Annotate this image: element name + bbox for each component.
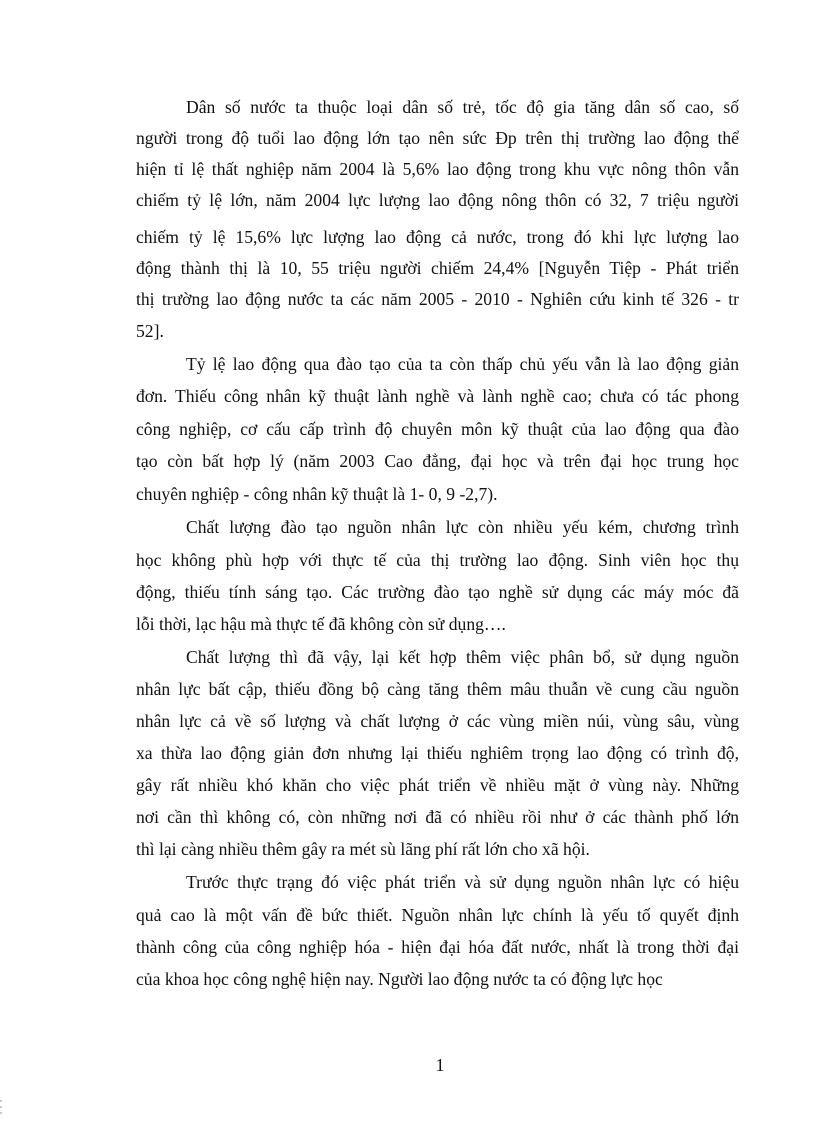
text-line: thì lại càng nhiều thêm gây ra mét sù lãng phí rất lớn cho xã hội.	[136, 839, 590, 859]
text-line: lỗi thời, lạc hậu mà thực tế đã không còn sử dụng….	[136, 614, 506, 634]
text-line: chiếm tỷ lệ lớn, năm 2004 lực lượng lao động nông thôn có 32, 7 triệu người	[136, 190, 739, 210]
text-line: Trước thực trạng đó việc phát triển và sử dụng nguồn nhân lực có hiệu	[186, 872, 739, 892]
text-line: học không phù hợp với thực tế của thị trường lao động. Sinh viên học thụ	[136, 550, 739, 570]
text-line: chuyên nghiệp - công nhân kỹ thuật là 1- 0, 9 -2,7).	[136, 484, 498, 504]
text-line: 52].	[136, 321, 164, 341]
text-line: Chất lượng thì đã vậy, lại kết hợp thêm việc phân bổ, sử dụng nguồn	[186, 647, 739, 667]
text-line: Dân số nước ta thuộc loại dân số trẻ, tốc độ gia tăng dân số cao, số	[186, 97, 739, 117]
page-edge-mark	[0, 1100, 2, 1102]
text-line: hiện tỉ lệ thất nghiệp năm 2004 là 5,6% lao động trong khu vực nông thôn vẫn	[136, 159, 739, 179]
text-line: thành công của công nghiệp hóa - hiện đại hóa đất nước, nhất là trong thời đại	[136, 937, 739, 957]
text-line: động, thiếu tính sáng tạo. Các trường đào tạo nghề sử dụng các máy móc đã	[136, 582, 739, 602]
text-line: nhân lực cả về số lượng và chất lượng ở các vùng miền núi, vùng sâu, vùng	[136, 711, 739, 731]
page-edge-mark	[0, 1112, 2, 1114]
text-line: công nghiệp, cơ cấu cấp trình độ chuyên môn kỹ thuật của lao động qua đào	[136, 419, 739, 439]
text-line: động thành thị là 10, 55 triệu người chiếm 24,4% [Nguyễn Tiệp - Phát triển	[136, 258, 739, 278]
text-line: Chất lượng đào tạo nguồn nhân lực còn nhiều yếu kém, chương trình	[186, 517, 739, 537]
text-line: người trong độ tuổi lao động lớn tạo nên sức Đp trên thị trường lao động thể	[136, 128, 739, 148]
text-line: đơn. Thiếu công nhân kỹ thuật lành nghề và lành nghề cao; chưa có tác phong	[136, 386, 739, 406]
text-line: Tỷ lệ lao động qua đào tạo của ta còn thấp chủ yếu vẫn là lao động giản	[186, 354, 739, 374]
text-line: thị trường lao động nước ta các năm 2005 - 2010 - Nghiên cứu kinh tế 326 - tr	[136, 289, 739, 309]
page-edge-mark	[0, 1106, 2, 1108]
text-line: tạo còn bất hợp lý (năm 2003 Cao đẳng, đại học và trên đại học trung học	[136, 451, 739, 471]
text-line: xa thừa lao động giản đơn nhưng lại thiếu nghiêm trọng lao động có trình độ,	[136, 743, 739, 763]
text-line: quả cao là một vấn đề bức thiết. Nguồn nhân lực chính là yếu tố quyết định	[136, 905, 739, 925]
text-line: chiếm tỷ lệ 15,6% lực lượng lao động cả nước, trong đó khi lực lượng lao	[136, 227, 739, 247]
text-line: gây rất nhiều khó khăn cho việc phát triển về nhiều mặt ở vùng này. Những	[136, 775, 739, 795]
text-line: nơi cần thì không có, còn những nơi đã có nhiều rồi như ở các thành phố lớn	[136, 807, 739, 827]
text-line: của khoa học công nghệ hiện nay. Người lao động nước ta có động lực học	[136, 969, 663, 989]
text-line: nhân lực bất cập, thiếu đồng bộ càng tăng thêm mâu thuẫn về cung cầu nguồn	[136, 679, 739, 699]
page-number: 1	[435, 1055, 445, 1075]
